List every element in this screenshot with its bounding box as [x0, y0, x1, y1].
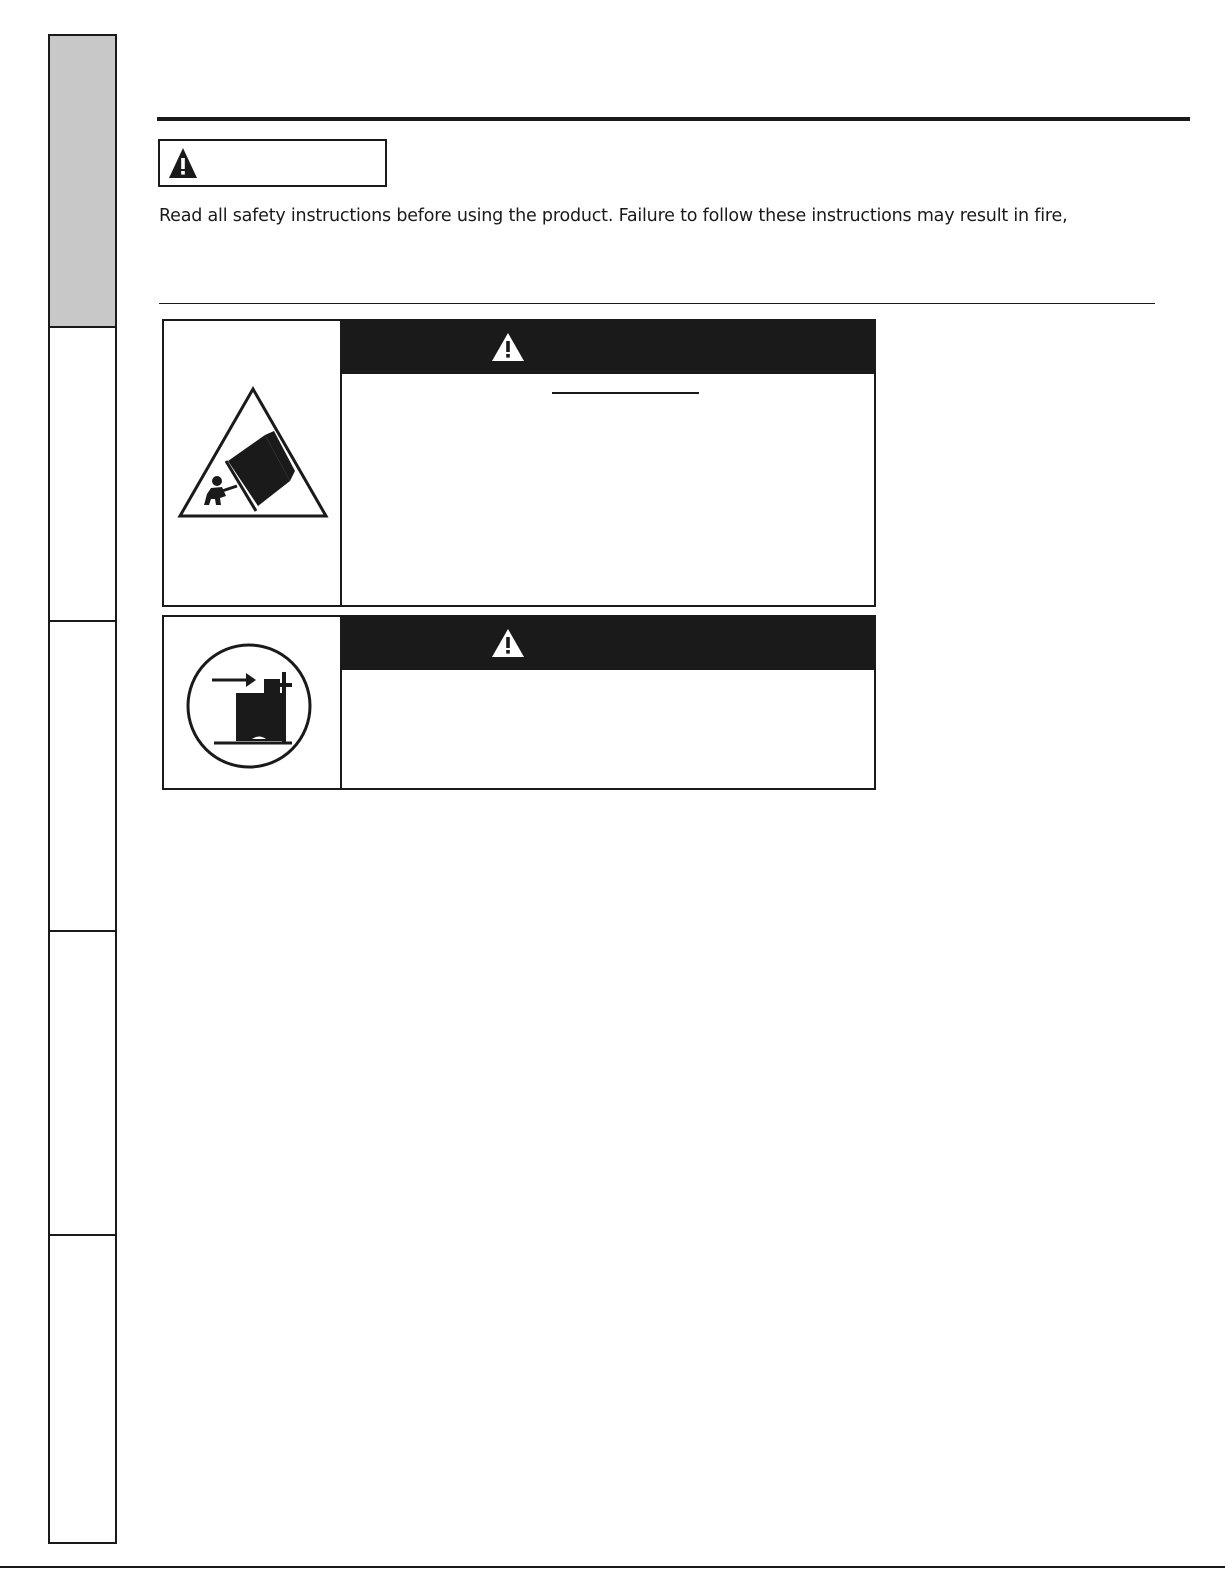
tip-over-icon-cell	[164, 321, 342, 605]
header-rule	[157, 117, 1190, 121]
heading-underline	[552, 392, 699, 394]
warning-triangle-icon	[490, 627, 526, 659]
side-tab-2[interactable]	[50, 328, 115, 622]
side-tab-1[interactable]	[50, 36, 115, 328]
page-bottom-rule	[0, 1566, 1225, 1568]
side-tab-4[interactable]	[50, 932, 115, 1236]
anti-tip-warning-panel	[162, 615, 876, 790]
tip-over-hazard-icon	[164, 321, 338, 605]
section-rule	[159, 303, 1155, 304]
warning-triangle-icon	[490, 331, 526, 363]
warning-banner-2	[342, 617, 874, 670]
side-nav	[48, 34, 117, 1544]
intro-text: Read all safety instructions before using the product. Failure to follow these instructions may result in fire,	[159, 206, 1068, 226]
tip-over-warning-panel	[162, 319, 876, 607]
side-tab-5[interactable]	[50, 1236, 115, 1542]
anti-tip-bracket-icon	[164, 617, 338, 788]
warning-label	[158, 139, 387, 187]
warning-triangle-icon	[167, 146, 199, 180]
side-tab-3[interactable]	[50, 622, 115, 932]
warning-banner-1	[342, 321, 874, 374]
anti-tip-icon-cell	[164, 617, 342, 788]
